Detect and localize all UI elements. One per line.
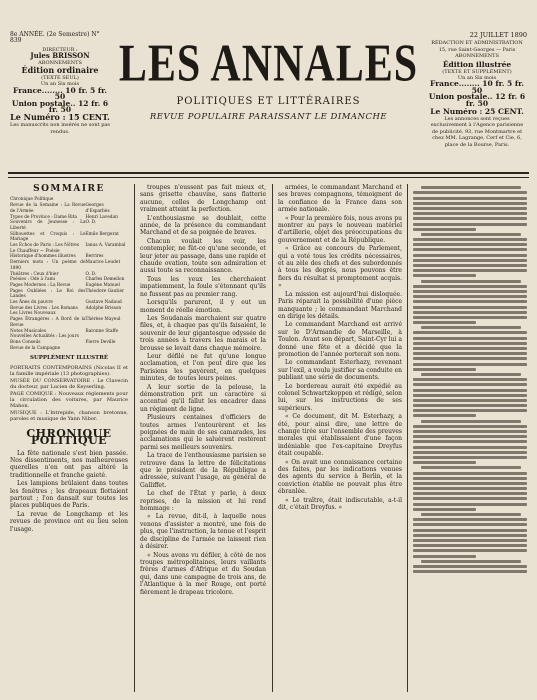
number-price: Le Numéro : 15 CENT. xyxy=(10,112,110,123)
illegible-text-line xyxy=(413,223,527,226)
illegible-text-line xyxy=(413,274,476,277)
director-name: Jules BRISSON xyxy=(30,51,90,61)
toc-row xyxy=(10,289,128,300)
toc-title: Poésies : Ode à l'ami xyxy=(10,277,56,283)
toc-author: Henri Lavedan xyxy=(85,214,118,220)
illegible-text-line xyxy=(413,248,527,251)
toc-title: Les Ânes du pauvre xyxy=(10,300,53,306)
article-paragraph: A leur sortie de la pelouse, la démonstration prit un caractère si accentué qu'il fallut les encadrer dans un régiment de ligne. xyxy=(140,383,266,413)
illegible-text-line xyxy=(413,394,527,397)
illegible-text-line xyxy=(413,254,527,257)
illegible-text-line xyxy=(413,295,527,298)
illegible-text-line xyxy=(413,409,527,412)
illegible-text-line xyxy=(413,238,527,241)
illegible-text-line xyxy=(421,186,521,189)
office-label: RÉDACTION ET ADMINISTRATION xyxy=(431,40,523,47)
toc-title: Le Chauffeur — Poésie xyxy=(10,248,60,254)
article-paragraph: Lorsqu'ils parurent, il y eut un moment de réelle émotion. xyxy=(140,299,266,314)
article-paragraph: « Le traître, était indiscutable, a-t-il dit, c'était Dreyfus. » xyxy=(278,496,402,512)
toc-row xyxy=(10,220,128,231)
toc-title: Historique d'hommes illustres xyxy=(10,254,76,260)
illegible-text-line xyxy=(421,373,521,376)
illegible-text-line xyxy=(413,555,476,558)
toc-author: Adolphe Brisson xyxy=(85,305,122,311)
illegible-text-line xyxy=(421,513,521,516)
toc-author: Eugène Manuel xyxy=(85,282,120,288)
article-paragraph: Le commandant Marchand est arrivé sur le D'Armandie de Marseille, à Toulon. Avant son départ, Saint-Cyr lui a donné une fête et a décidé que la promotion de l'année porterait son nom. xyxy=(278,321,402,358)
illegible-text-line xyxy=(413,404,527,407)
illegible-text-line xyxy=(413,228,476,231)
column-sommaire xyxy=(10,184,128,692)
toc-title: Théâtres : Ceux d'hier xyxy=(10,271,59,277)
subscriptions-label: ABONNEMENTS xyxy=(455,53,499,60)
column-divider xyxy=(134,184,135,692)
price-france: France........ 10 fr. 5 fr. 50 xyxy=(13,85,107,102)
illegible-text-line xyxy=(413,534,527,537)
illegible-text-line xyxy=(413,425,527,428)
toc-author: Maurice Leudet xyxy=(85,260,121,266)
masthead-left-box xyxy=(10,32,110,135)
illegible-text-line xyxy=(413,352,527,355)
sommaire-heading: SOMMAIRE xyxy=(33,184,105,194)
table-of-contents xyxy=(10,197,128,351)
price-france: France........ 10 fr. 5 fr. 50 xyxy=(430,79,524,95)
illegible-text-line xyxy=(413,492,527,495)
edition-note: (TEXTE SEUL) xyxy=(41,75,79,82)
illegible-text-line xyxy=(413,191,527,194)
illegible-text-line xyxy=(413,285,527,288)
article-column-4 xyxy=(413,184,527,692)
illegible-text-line xyxy=(413,331,527,334)
toc-author: Théodore Gautier xyxy=(85,288,125,294)
illegible-text-line xyxy=(413,389,527,392)
office-address: 15, rue Saint-Georges — Paris xyxy=(438,46,516,53)
illegible-text-line xyxy=(413,414,476,417)
chronique-paragraph: Les lampions brûlaient dans toutes les fenêtres ; les drapeaux flottaient partout ; l'on dansait sur toutes les places publiques de Paris. xyxy=(10,480,128,510)
article-column-2 xyxy=(140,184,266,692)
masthead-rule-thin xyxy=(8,177,529,178)
toc-author: O. D. xyxy=(85,271,97,277)
newspaper-tagline: REVUE POPULAIRE PARAISSANT LE DIMANCHE xyxy=(149,112,388,122)
toc-title: Revue de la Semaine : La Revue de l'Armée xyxy=(10,203,86,214)
illegible-text-line xyxy=(413,269,527,272)
illegible-text-line xyxy=(413,399,527,402)
toc-title: Souvenirs de Jeunesse : La Liberté xyxy=(10,220,86,231)
edition-name: Édition illustrée xyxy=(442,59,512,69)
toc-author xyxy=(86,346,128,352)
period-header: Un an Six mois xyxy=(40,81,80,88)
supplement-item: PORTRAITS CONTEMPORAINS (Nicolas II et la famille impériale (13 photographies). xyxy=(10,364,128,377)
toc-title: Les Livres Nouveaux xyxy=(10,311,56,317)
supplement-item: MUSIQUE : L'Intrepide, chanson bretonne, paroles et musique de Yann Nibor. xyxy=(10,409,128,422)
toc-author: Gustave Nadaud xyxy=(85,300,122,306)
illegible-text-line xyxy=(413,461,476,464)
illegible-text-line xyxy=(413,549,527,552)
illegible-text-line xyxy=(413,570,527,573)
masthead-rule xyxy=(8,172,529,174)
toc-author: Thérèse Mayeul xyxy=(85,317,121,323)
illegible-text-line xyxy=(413,378,527,381)
column-divider xyxy=(407,184,408,692)
masthead-right-box xyxy=(427,32,527,148)
illegible-text-line xyxy=(413,435,527,438)
article-paragraph: « On avait une connaissance certaine des faites, par les indications venues des agents du service à Berlin, et la conviction établie ne pouvait plus être ébranlée. xyxy=(278,458,402,496)
illegible-text-line xyxy=(413,357,527,360)
illegible-text-line xyxy=(413,383,527,386)
illegible-text-line xyxy=(421,466,521,469)
price-union: Union postale.. 12 fr. 6 fr. 50 xyxy=(11,98,109,115)
toc-row xyxy=(10,317,128,328)
illegible-text-line xyxy=(413,316,527,319)
illegible-text-line xyxy=(413,311,527,314)
edition-note: (TEXTE ET SUPPLÉMENT) xyxy=(442,68,512,75)
illegible-text-line xyxy=(413,430,527,433)
article-paragraph: La trace de l'enthousiasme parisien se retrouve dans la lettre de félicitations que le président de la République a adressée, suivant l'usage, au général de Galliffet. xyxy=(140,452,266,489)
illegible-text-line xyxy=(413,451,527,454)
illegible-text-line xyxy=(413,342,527,345)
article-paragraph: « Nous avons vu défiler, à côté de nos troupes métropolitaines, leurs vaillants frères d'armes d'Afrique et du Soudan qui, dans une campagne de trois ans, de l'Atlantique à la mer Rouge, ont porté fièrement le drapeau tricolore. xyxy=(140,551,266,596)
toc-author: Émile Bergerat xyxy=(85,231,119,237)
article-paragraph: « Pour la première fois, nous avons pu montrer au pays le nouveau matériel d'artillerie, objet des préoccupations du gouvernement et de la République. xyxy=(278,214,402,244)
newspaper-subtitle: POLITIQUES ET LITTÉRAIRES xyxy=(176,96,361,107)
article-paragraph: « Ce document, dit M. Esterhazy, a été, pour ainsi dire, une lettre de change tirée sur l'ensemble des preuves morales qui établissaient d'une façon indéniable que l'ex-capitaine Dreyfus était coupable. xyxy=(278,413,402,458)
illegible-text-line xyxy=(413,300,527,303)
toc-row xyxy=(10,346,128,352)
illegible-text-line xyxy=(413,207,527,210)
toc-title: Revue de la Campagne xyxy=(10,345,61,351)
period-header: Un an Six mois xyxy=(457,75,497,82)
newspaper-title: LES ANNALES xyxy=(118,35,419,93)
toc-row xyxy=(10,232,128,243)
illegible-text-line xyxy=(413,472,527,475)
illegible-text-line xyxy=(413,337,527,340)
illegible-text-line xyxy=(413,497,527,500)
illegible-text-line xyxy=(413,477,527,480)
toc-title: Pages Étrangères : A Bord de la Revue xyxy=(10,317,86,328)
supplement-item: PAGE COMIQUE : Nouveaux règlements pour la circulation des voitures, par Maurice Mahon. xyxy=(10,390,128,409)
toc-title: Pages Modernes : La Revue xyxy=(10,282,71,288)
illegible-text-line xyxy=(421,280,521,283)
article-paragraph: La mission est aujourd'hui disloquée. Paris réparait la possibilité d'une pièce manquante ; le commandant Marchand en dirige les détails. xyxy=(278,290,402,320)
toc-author: Baronne Staffe xyxy=(85,328,119,334)
illegible-text-line xyxy=(413,363,527,366)
toc-title: Notes Musicales xyxy=(10,328,47,334)
toc-author: Berrires xyxy=(85,254,104,260)
toc-row xyxy=(10,260,128,271)
article-paragraph: L'enthousiasme se doublait, cette année, de la présence du commandant Marchand et de sa poignée de braves. xyxy=(140,214,266,237)
illegible-text-line xyxy=(413,259,527,262)
illegible-text-line xyxy=(413,264,527,267)
subscriptions-label: ABONNEMENTS xyxy=(38,59,82,66)
toc-author: Ianus A. Varambal xyxy=(85,243,126,249)
illegible-text-line xyxy=(413,202,527,205)
article-paragraph: Chacun voulait les voir, les contempler, ne fût-ce qu'une seconde, et leur jeter au passage, dans une rapide et chaude ovation, toute son admiration et aussi toute sa reconnaissance. xyxy=(140,237,266,275)
article-paragraph: Les Soudanais marchaient sur quatre files, et, à chaque pas qu'ils faisaient, le souvenir de leur gigantesque odyssée de trois années à travers les marais et la brousse se levait dans chaque mémoire. xyxy=(140,314,266,352)
illegible-text-line xyxy=(413,243,527,246)
supplement-item: MUSÉE DU CONSERVATOIRE : Le Clavecin du docteur, par Lucien de Keyserling. xyxy=(10,377,128,390)
issue-date: 22 JUILLET 1890 xyxy=(469,31,527,39)
illegible-text-line xyxy=(413,347,527,350)
article-paragraph: Tous les yeux les cherchaient impatiemment, la foule s'étonnant qu'ils ne fussent pas au premier rang. xyxy=(140,275,266,298)
article-paragraph: Le chef de l'État y parle, à deux reprises, de la mission et lui rend hommage : xyxy=(140,490,266,513)
illegible-text-line xyxy=(413,508,476,511)
illegible-text-line xyxy=(413,503,527,506)
illegible-text-line xyxy=(413,306,527,309)
illegible-text-line xyxy=(413,565,527,568)
toc-title: Chronique Politique xyxy=(10,197,54,203)
toc-title: Types de Province : Dame Rita xyxy=(10,214,77,220)
toc-author: O. D. xyxy=(85,220,97,226)
illegible-text-line xyxy=(413,217,527,220)
article-paragraph: Leur défilé ne fut qu'une longue acclamation, et l'on peut dire que les Parisiens les payèrent, en quelques minutes, de toutes leurs peines. xyxy=(140,352,266,383)
article-paragraph: troupes n'eussent pas fait mieux et, sans grisette chauvine, sans flatterie aucune, celles de Longchamp ont vraiment atteint la perfection. xyxy=(140,184,266,214)
illegible-text-line xyxy=(413,523,527,526)
toc-title: Revue des Livres : Les Romans xyxy=(10,305,78,311)
toc-author: Charles Demeilon xyxy=(85,277,125,283)
illegible-text-line xyxy=(413,368,476,371)
toc-title: Derniers mots : Un poème de 1890 xyxy=(10,260,86,271)
illegible-text-line xyxy=(413,321,476,324)
supplement-heading: SUPPLÉMENT ILLUSTRÉ xyxy=(29,355,109,362)
illegible-text-line xyxy=(413,456,527,459)
manuscripts-note: Les manuscrits non insérés ne sont pas rendus. xyxy=(10,122,110,135)
column-divider xyxy=(272,184,273,692)
price-union: Union postale.. 12 fr. 6 fr. 50 xyxy=(428,92,526,108)
illegible-text-line xyxy=(413,197,527,200)
illegible-text-line xyxy=(413,446,527,449)
illegible-text-line xyxy=(413,440,527,443)
illegible-text-line xyxy=(413,482,527,485)
toc-author: Georges d'Esparbès xyxy=(85,203,110,214)
supplement-list xyxy=(10,365,128,422)
article-paragraph: « La revue, dit-il, à laquelle nous venons d'assister a montré, une fois de plus, que l'instruction, la tenue et l'esprit de discipline de l'armée ne laissent rien à désirer. xyxy=(140,513,266,551)
chronique-paragraph: La fête nationale s'est bien passée. Nos dissentiments, nos malheureuses querelles n'en ont pas altéré la traditionnelle et franche gaieté. xyxy=(10,449,128,479)
article-column-3 xyxy=(278,184,402,692)
edition-name: Édition ordinaire xyxy=(21,65,99,76)
chronique-paragraph: La revue de Longchamp et les revues de province ont eu lieu selon l'usage. xyxy=(10,510,128,533)
illegible-text-line xyxy=(413,529,527,532)
issue-number: 8e ANNÉE. (2e Semestre) N° 839 xyxy=(10,31,100,45)
illegible-text-line xyxy=(421,560,521,563)
advertising-note: Les annonces sont reçues exclusivement à l'Agence parisienne de publicité, 93, rue Montmartre et chez MM. Lagrange, Cerf et Cie, 6, place de la Bourse, Paris. xyxy=(430,116,524,148)
illegible-text-line xyxy=(421,420,521,423)
illegible-text-line xyxy=(421,326,521,329)
toc-title: Nouvelles Actualités : Les jours xyxy=(10,334,79,340)
illegible-text-line xyxy=(413,544,527,547)
toc-title: Pages Oubliées : Le Roi des Landes xyxy=(10,288,86,300)
article-paragraph: « Grâce au concours du Parlement, qui a voté tous les crédits nécessaires, et au zèle des chefs et des subordonnés à tous les degrés, nous pouvons être fiers du résultat si promptement acquis. » xyxy=(278,245,402,290)
illegible-text-line xyxy=(421,233,521,236)
number-price: Le Numéro : 25 CENT. xyxy=(430,107,524,117)
article-paragraph: Plusieurs centaines d'officiers de toutes armes l'entourèrent et les poignées de main de ses camarades, les acclamations qui le saluèrent restèrent parmi ses meilleurs souvenirs. xyxy=(140,414,266,451)
illegible-text-line xyxy=(413,518,527,521)
toc-title: Bons Conseils xyxy=(10,339,41,345)
article-paragraph: Le commandant Esterhazy, revenant sur l'exil, a voulu justifier sa conduite en publiant une série de documents. xyxy=(278,359,402,382)
chronique-heading: CHRONIQUE POLITIQUE xyxy=(26,426,112,448)
article-paragraph: Le bordereau aurait été expédié au colonel Schwartzkoppen et rédigé, selon lui, sur les instructions de ses supérieurs. xyxy=(278,382,402,412)
toc-title: Les Échos de Paris : Les Nôtres xyxy=(10,243,80,249)
toc-author: Pierre Deville xyxy=(85,339,116,345)
chronique-body xyxy=(10,450,128,533)
illegible-text-line xyxy=(413,212,527,215)
toc-row xyxy=(10,203,128,214)
toc-title: Silhouettes et Croquis : Le Mariage xyxy=(10,231,86,243)
illegible-text-line xyxy=(413,290,527,293)
article-paragraph: armées, le commandant Marchand et ses braves compagnons, témoignent de la confiance de la France dans son armée nationale. xyxy=(278,184,402,214)
illegible-text-line xyxy=(413,539,527,542)
illegible-text-line xyxy=(413,487,527,490)
director-label: DIRECTEUR : xyxy=(42,46,78,53)
